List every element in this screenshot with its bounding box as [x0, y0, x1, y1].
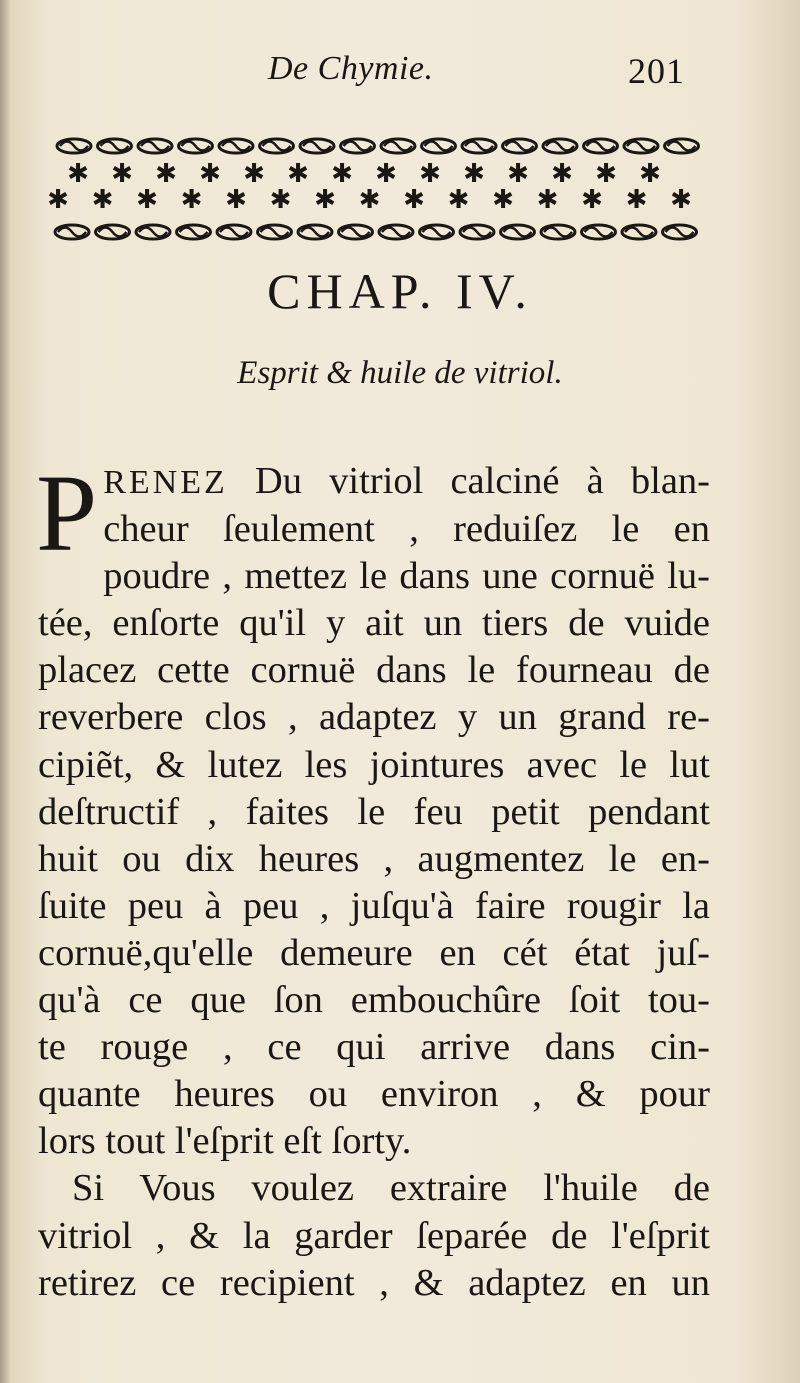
text-line: cheur ſeulement , reduiſez le en — [103, 508, 710, 551]
fleuron-knot — [300, 139, 334, 153]
fleuron-star: ✱ — [199, 159, 221, 189]
page-number: 201 — [628, 51, 685, 91]
text-line: cipiẽt, & lutez les jointures avec le lut — [38, 743, 710, 786]
fleuron-star: ✱ — [639, 159, 661, 189]
fleuron-knot — [582, 225, 616, 239]
fleuron-star: ✱ — [180, 185, 203, 215]
fleuron-knot — [138, 139, 172, 153]
page-gutter-shadow — [0, 0, 10, 1383]
paragraph-2 — [38, 1165, 710, 1306]
fleuron-knot — [219, 139, 253, 153]
fleuron-star: ✱ — [492, 185, 514, 215]
fleuron-knot — [381, 139, 415, 153]
fleuron-knot — [57, 139, 91, 153]
fleuron-star: ✱ — [595, 159, 617, 189]
fleuron-star: ✱ — [463, 159, 485, 189]
paragraph-1 — [36, 452, 710, 1165]
fleuron-knot — [298, 225, 332, 239]
running-head — [0, 44, 800, 94]
fleuron-star: ✱ — [670, 185, 692, 215]
fleuron-star: ✱ — [47, 185, 69, 215]
text-line: vitriol , & la garder ſeparée de l'eſprit — [38, 1214, 710, 1257]
fleuron-knot — [663, 225, 697, 239]
drop-cap: P — [36, 452, 98, 574]
fleuron-star: ✱ — [136, 185, 158, 215]
fleuron-knot — [420, 225, 454, 239]
fleuron-knot — [422, 139, 456, 153]
fleuron-star: ✱ — [225, 185, 247, 215]
body-text — [36, 452, 710, 1307]
fleuron-knot — [462, 139, 496, 153]
fleuron-knot — [179, 139, 213, 153]
fleuron-knot — [543, 139, 577, 153]
fleuron-star: ✱ — [551, 159, 573, 189]
text-line-content: Du vitriol calciné à blan- — [254, 460, 710, 502]
fleuron-star: ✱ — [447, 185, 470, 215]
fleuron-knot — [584, 139, 618, 153]
fleuron-star: ✱ — [403, 185, 425, 215]
fleuron-knot — [177, 225, 211, 239]
fleuron-knot — [55, 225, 89, 239]
fleuron-knot — [341, 139, 375, 153]
fleuron-knot — [339, 225, 373, 239]
fleuron-star: ✱ — [536, 185, 559, 215]
text-line: huit ou dix heures , augmentez le en- — [38, 837, 710, 880]
chapter-heading: CHAP. IV. — [267, 263, 533, 319]
fleuron-knot — [96, 225, 130, 239]
fleuron-star: ✱ — [91, 185, 114, 215]
fleuron-star: ✱ — [507, 159, 529, 189]
fleuron-knot — [541, 225, 575, 239]
fleuron-star: ✱ — [358, 185, 381, 215]
chapter-subtitle: Esprit & huile de vitriol. — [237, 355, 563, 391]
fleuron-star: ✱ — [155, 159, 177, 189]
lead-word: RENEZ — [103, 464, 228, 501]
text-line: retirez ce recipient , & adaptez en un — [38, 1261, 710, 1304]
text-line: cornuë,qu'elle demeure en cét état juſ- — [38, 931, 710, 974]
fleuron-knot — [217, 225, 251, 239]
fleuron-star: ✱ — [419, 159, 441, 189]
text-line: Si Vous voulez extraire l'huile de — [72, 1167, 710, 1210]
fleuron-knot — [258, 225, 292, 239]
fleuron-knot — [136, 225, 170, 239]
fleuron-star: ✱ — [269, 185, 292, 215]
text-line: poudre , mettez le dans une cornuë lu- — [103, 555, 710, 598]
fleuron-star: ✱ — [111, 159, 133, 189]
fleuron-knot — [501, 225, 535, 239]
fleuron-knot — [622, 225, 656, 239]
fleuron-star: ✱ — [581, 185, 603, 215]
fleuron-star: ✱ — [331, 159, 353, 189]
text-line: lors tout l'eſprit eſt ſorty. — [38, 1120, 412, 1163]
fleuron-star: ✱ — [375, 159, 397, 189]
fleuron-star: ✱ — [314, 185, 336, 215]
fleuron-knot — [98, 139, 132, 153]
text-line: quante heures ou environ , & pour — [38, 1073, 710, 1116]
text-line: placez cette cornuë dans le fourneau de — [38, 649, 710, 692]
printers-fleuron-band-icon — [47, 128, 700, 246]
fleuron-knot — [379, 225, 413, 239]
fleuron-knot — [260, 139, 294, 153]
fleuron-star: ✱ — [625, 185, 648, 215]
fleuron-knot — [503, 139, 537, 153]
text-line: deſtructif , faites le feu petit pendant — [38, 790, 710, 833]
fleuron-star: ✱ — [243, 159, 265, 189]
text-line: reverbere clos , adaptez y un grand re- — [38, 696, 710, 739]
text-line — [38, 458, 710, 506]
text-line: ſuite peu à peu , juſqu'à faire rougir la — [38, 884, 710, 927]
fleuron-star: ✱ — [287, 159, 309, 189]
fleuron-knot — [624, 139, 658, 153]
fleuron-knot — [460, 225, 494, 239]
fleuron-knot — [665, 139, 699, 153]
text-line: te rouge , ce qui arrive dans cin- — [38, 1026, 710, 1069]
text-line: qu'à ce que ſon embouchûre ſoit tou- — [38, 979, 710, 1022]
fleuron-star: ✱ — [67, 159, 89, 189]
running-title: De Chymie. — [268, 50, 434, 87]
text-line: tée, enſorte qu'il y ait un tiers de vuide — [38, 602, 710, 645]
